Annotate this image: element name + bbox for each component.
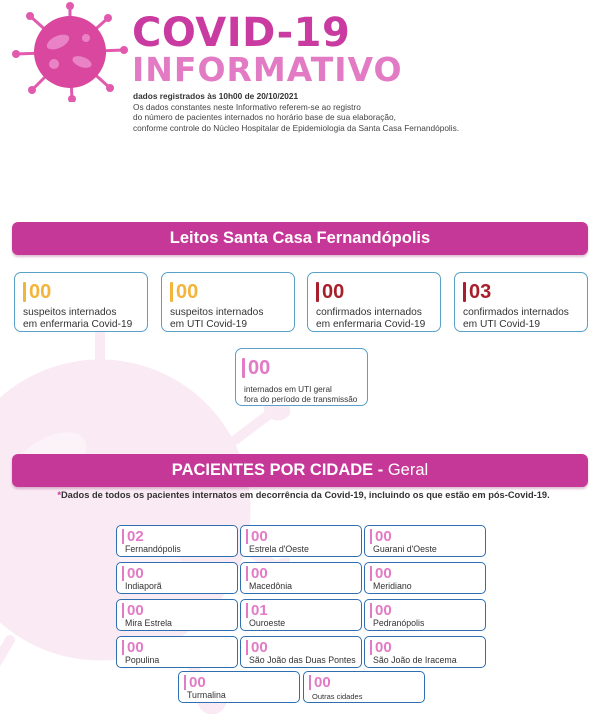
city-value: 00 [251, 565, 268, 582]
city-value: 00 [127, 565, 144, 582]
city-name: São João de Iracema [373, 655, 457, 665]
card-suspeitos-enfermaria [14, 272, 148, 332]
note-line: Os dados constantes neste Informativo referem-se ao registro [133, 101, 361, 112]
city-value: 00 [375, 565, 392, 582]
note-line: do número de pacientes internados no horário base de sua elaboração, [133, 112, 396, 122]
note-line: conforme controle do Núcleo Hospitalar de Epidemiologia da Santa Casa Fernandópolis. [133, 122, 460, 133]
card-label: internados em UTI geral fora do período de transmissão [244, 385, 358, 404]
city-name: Macedônia [249, 581, 293, 591]
title-covid: COVID-19 [132, 10, 351, 56]
city-guarani-doeste [364, 525, 486, 557]
city-populina [116, 636, 238, 668]
city-name: Estrela d'Oeste [249, 544, 309, 554]
title-informativo: INFORMATIVO [132, 50, 403, 89]
city-name: Outras cidades [312, 692, 363, 701]
city-name: Mira Estrela [125, 618, 172, 628]
cidades-banner [12, 454, 588, 487]
city-value: 01 [251, 602, 268, 619]
city-value: 00 [127, 602, 144, 619]
card-label: confirmados internados em enfermaria Covid-19 [316, 307, 426, 330]
city-name: Pedranópolis [373, 618, 425, 628]
city-name: Indiaporã [125, 581, 162, 591]
city-fernandopolis [116, 525, 238, 557]
city-pedranopolis [364, 599, 486, 631]
leitos-banner [12, 222, 588, 255]
registration-date: dados registrados às 10h00 de 20/10/2021 [133, 91, 299, 101]
card-value: 00 [318, 281, 344, 303]
city-value: 00 [251, 639, 268, 656]
cidades-title-suffix: Geral [383, 461, 429, 479]
city-name: Fernandópolis [125, 544, 181, 554]
city-name: Ouroeste [249, 618, 286, 628]
city-mira-estrela [116, 599, 238, 631]
city-sao-joao-de-iracema [364, 636, 486, 668]
header-note [133, 91, 459, 133]
city-value: 00 [375, 602, 392, 619]
city-value: 00 [189, 674, 206, 691]
city-estrela-doeste [240, 525, 362, 557]
city-name: Populina [125, 655, 160, 665]
card-value: 03 [465, 281, 491, 303]
card-value: 00 [244, 357, 270, 379]
card-confirmados-uti [454, 272, 588, 332]
city-ouroeste [240, 599, 362, 631]
city-value: 00 [127, 639, 144, 656]
leitos-title: Leitos Santa Casa Fernandópolis [169, 229, 431, 247]
city-macedonia [240, 562, 362, 594]
covid-virus-icon [10, 2, 130, 102]
card-suspeitos-uti [161, 272, 295, 332]
city-meridiano [364, 562, 486, 594]
card-label: suspeitos internados em UTI Covid-19 [170, 307, 264, 330]
card-uti-geral [235, 348, 368, 406]
city-name: São João das Duas Pontes [249, 655, 356, 665]
card-label: suspeitos internados em enfermaria Covid-19 [23, 307, 133, 330]
card-confirmados-enfermaria [307, 272, 441, 332]
city-value: 00 [251, 528, 268, 545]
card-value: 00 [172, 281, 198, 303]
cidades-title: PACIENTES POR CIDADE - [171, 461, 384, 479]
city-outras-cidades [303, 671, 425, 703]
city-name: Guarani d'Oeste [373, 544, 437, 554]
card-label: confirmados internados em UTI Covid-19 [463, 307, 569, 330]
city-name: Turmalina [187, 690, 226, 700]
city-value: 00 [375, 528, 392, 545]
footnote [0, 490, 607, 500]
card-value: 00 [25, 281, 51, 303]
footnote-text: Dados de todos os pacientes internatos em decorrência da Covid-19, incluindo os que estão em pós-Covid-19. [60, 490, 550, 500]
city-value: 00 [375, 639, 392, 656]
city-value: 02 [127, 528, 144, 545]
city-value: 00 [314, 674, 331, 691]
city-turmalina [178, 671, 300, 703]
city-indiapora [116, 562, 238, 594]
footnote-star: * [57, 490, 61, 500]
city-name: Meridiano [373, 581, 412, 591]
city-sao-joao-das-duas-pontes [240, 636, 362, 668]
